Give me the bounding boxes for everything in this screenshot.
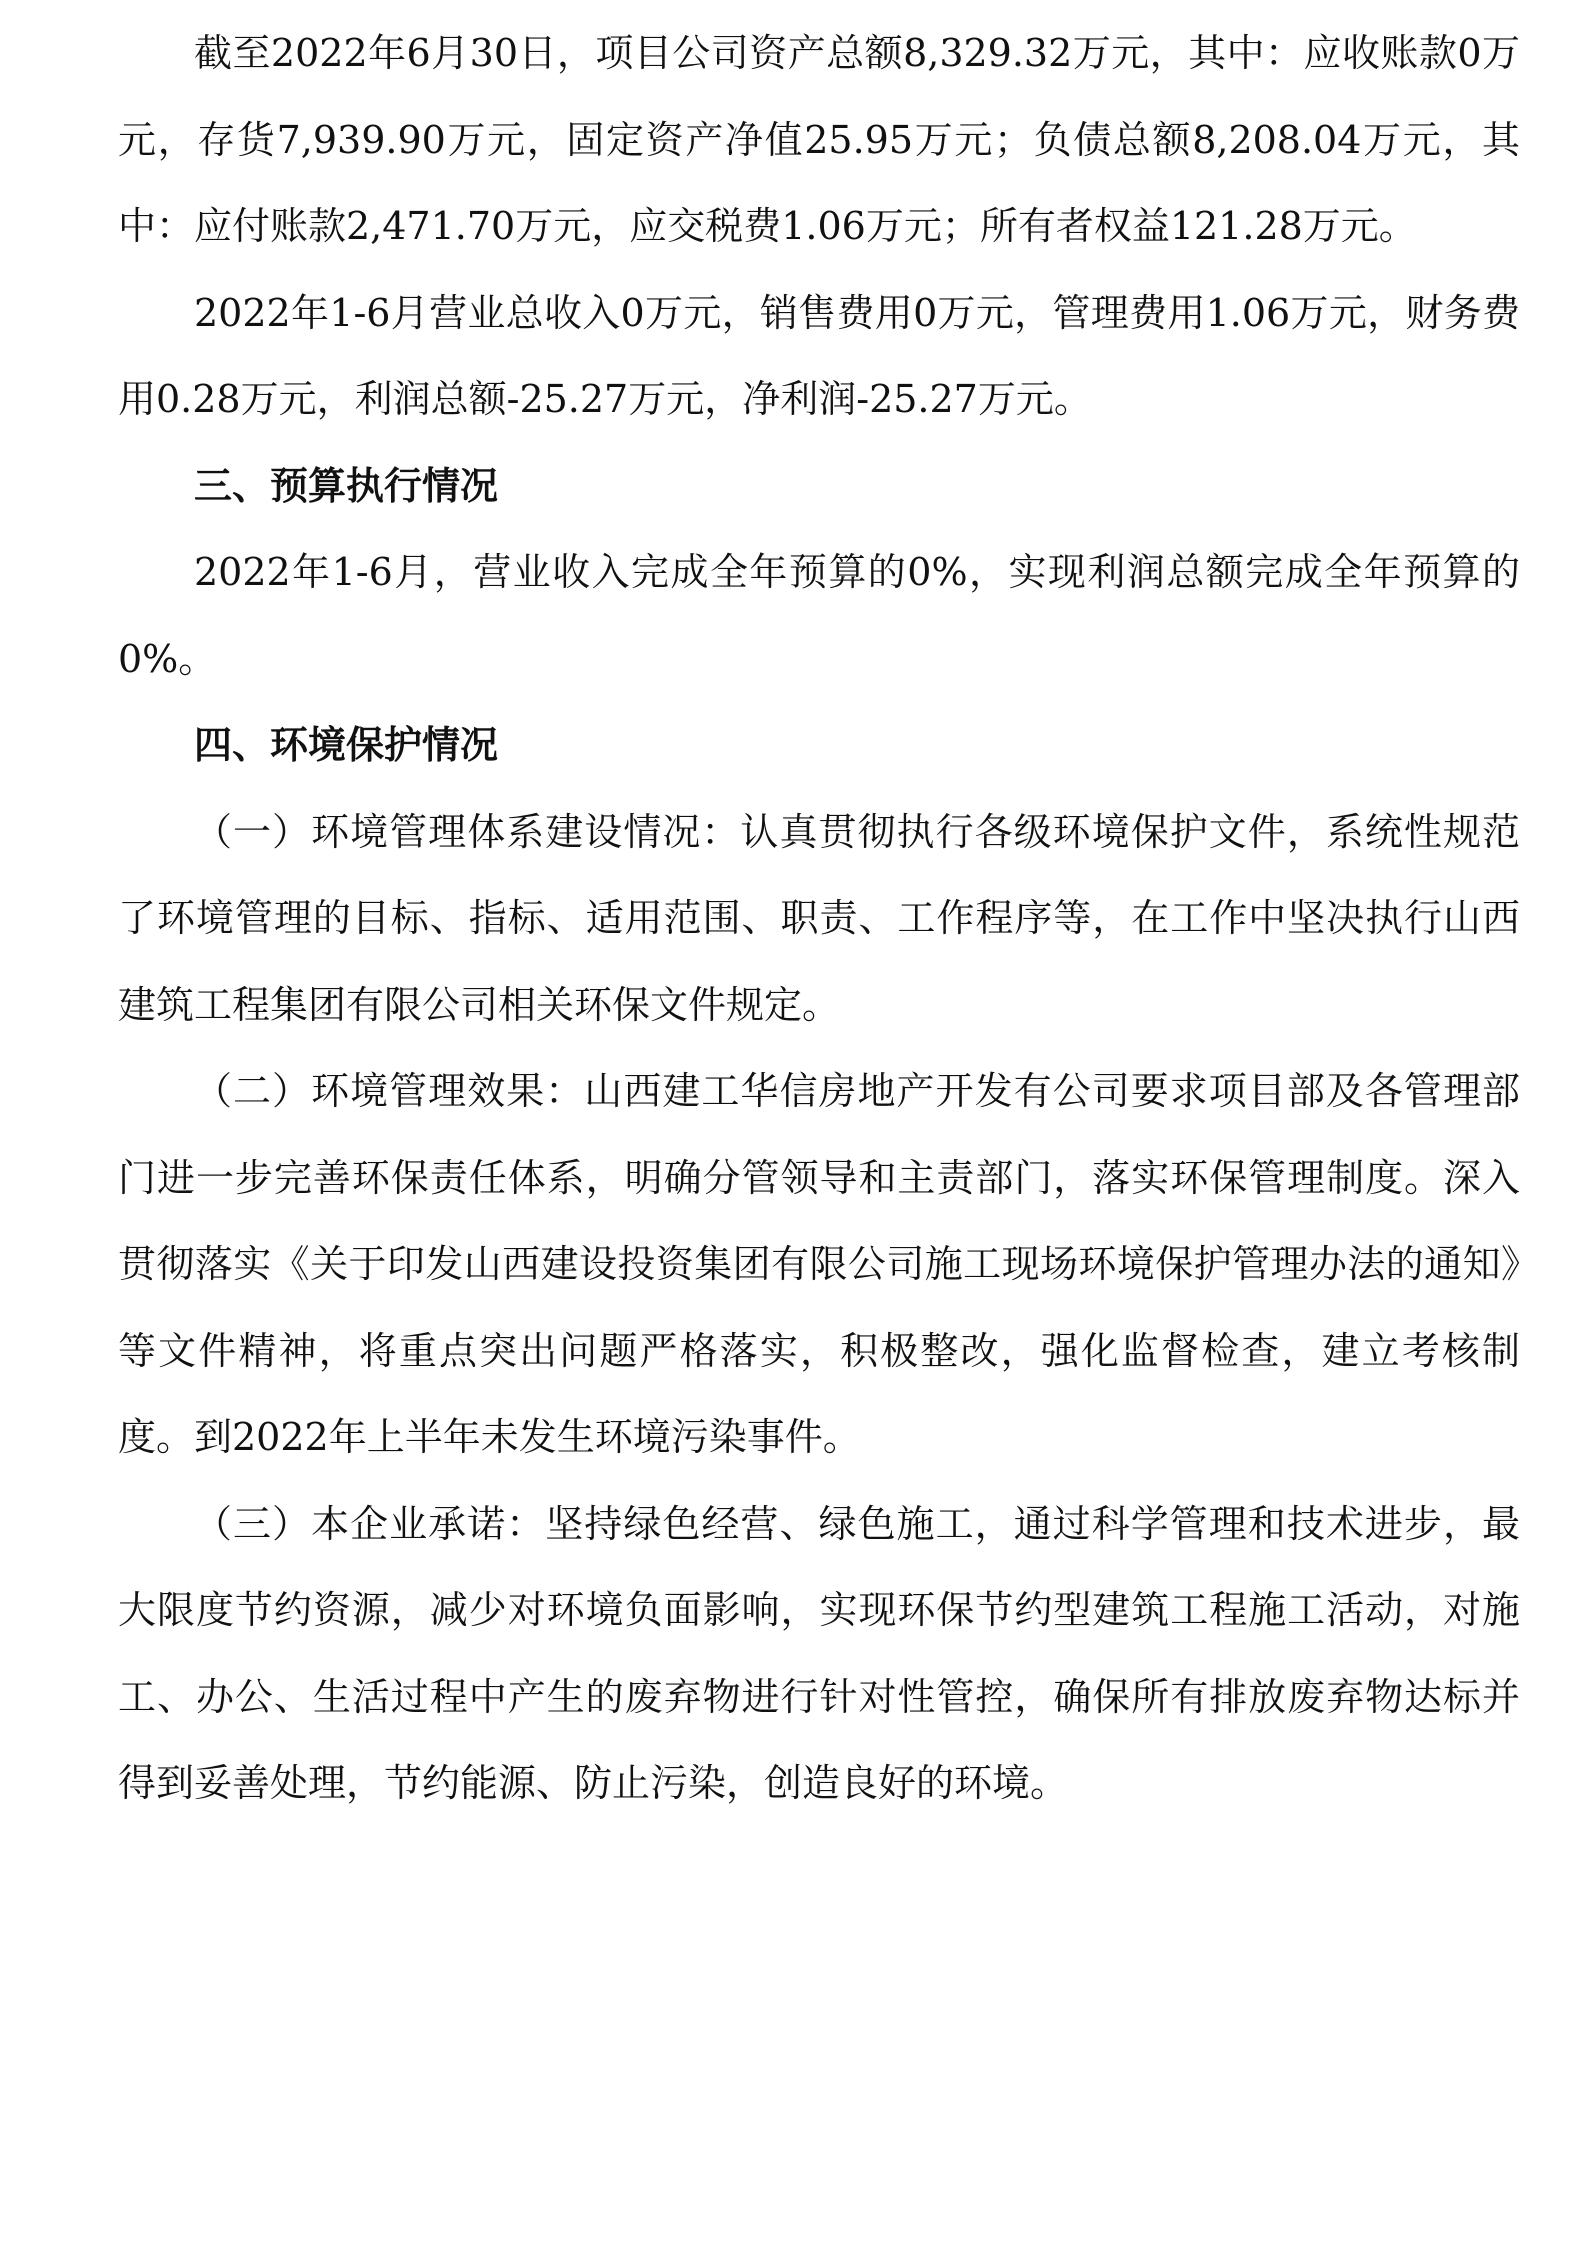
financial-position-paragraph: 截至2022年6月30日，项目公司资产总额8,329.32万元，其中：应收账款0万元，存货7,939.90万元，固定资产净值25.95万元；负债总额8,208.04万元，其中：应付账款2,471.70万元，应交税费1.06万元；所有者权益121.28万元。: [118, 31, 1520, 248]
env-management-system-paragraph: （一）环境管理体系建设情况：认真贯彻执行各级环境保护文件，系统性规范了环境管理的目标、指标、适用范围、职责、工作程序等，在工作中坚决执行山西建筑工程集团有限公司相关环保文件规定。: [118, 809, 1520, 1027]
budget-execution-paragraph: 2022年1-6月，营业收入完成全年预算的0%，实现利润总额完成全年预算的0%。: [118, 550, 1520, 681]
env-management-effect-paragraph: （二）环境管理效果：山西建工华信房地产开发有公司要求项目部及各管理部门进一步完善环保责任体系，明确分管领导和主责部门，落实环保管理制度。深入贯彻落实《关于印发山西建设投资集团有限公司施工现场环境保护管理办法的通知》等文件精神，将重点突出问题严格落实，积极整改，强化监督检查，建立考核制度。到2022年上半年未发生环境污染事件。: [118, 1069, 1520, 1459]
income-paragraph: 2022年1-6月营业总收入0万元，销售费用0万元，管理费用1.06万元，财务费用0.28万元，利润总额-25.27万元，净利润-25.27万元。: [118, 290, 1520, 421]
document-body: [118, 10, 1520, 1827]
budget-execution-heading: 三、预算执行情况: [194, 463, 499, 508]
environmental-protection-heading: 四、环境保护情况: [194, 723, 499, 767]
enterprise-commitment-paragraph: （三）本企业承诺：坚持绿色经营、绿色施工，通过科学管理和技术进步，最大限度节约资源，减少对环境负面影响，实现环保节约型建筑工程施工活动，对施工、办公、生活过程中产生的废弃物进行针对性管控，确保所有排放废弃物达标并得到妥善处理，节约能源、防止污染，创造良好的环境。: [118, 1501, 1520, 1805]
